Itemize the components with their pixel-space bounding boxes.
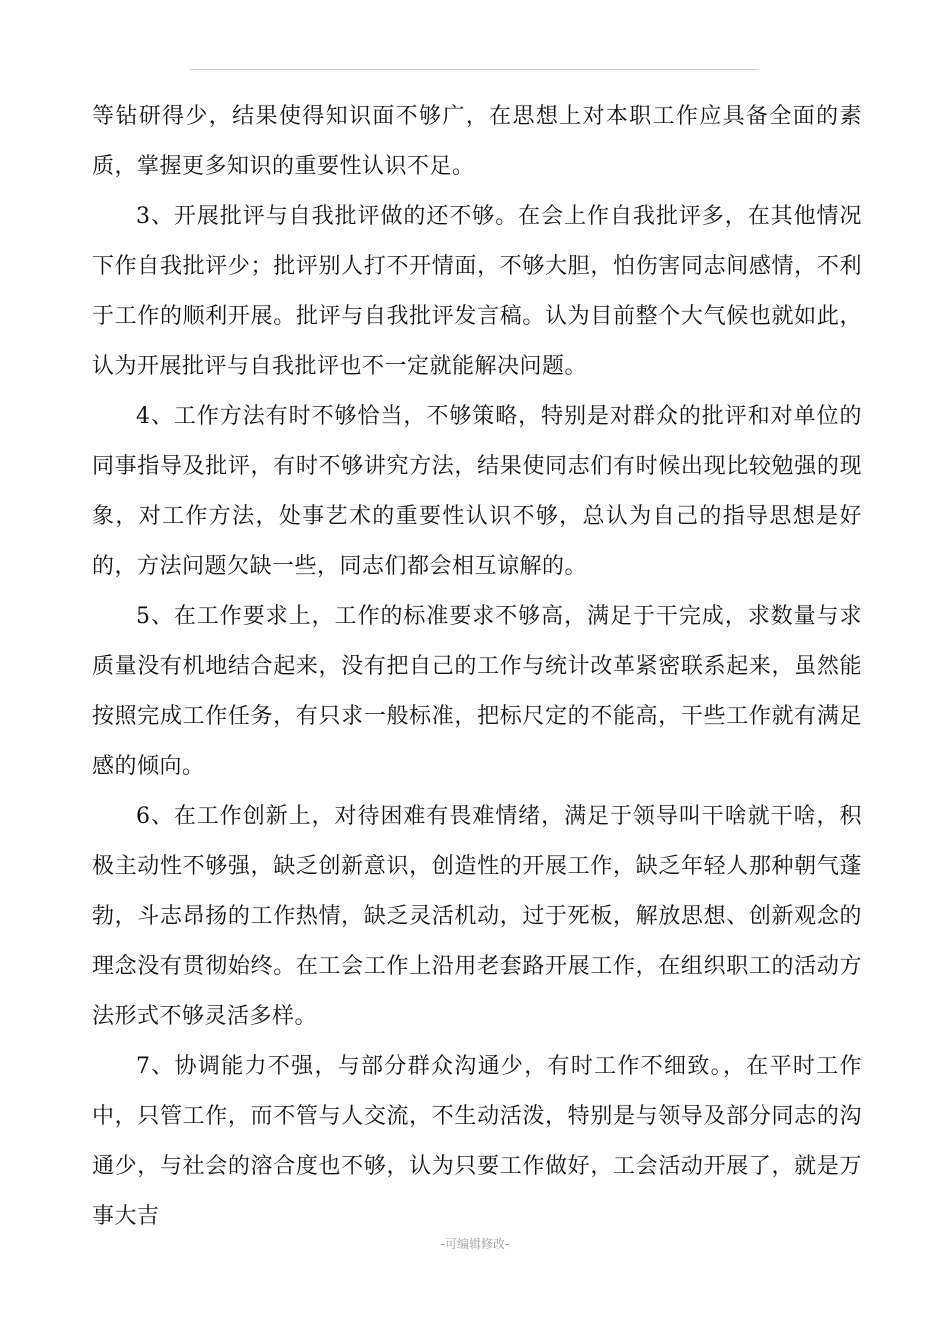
page-footer: -可编辑修改- (440, 1237, 510, 1251)
paragraph-item-5: 5、在工作要求上，工作的标准要求不够高，满足于干完成，求数量与求质量没有机地结合起来，没有把自己的工作与统计改革紧密联系起来，虽然能按照完成工作任务，有只求一般标准，把标尺定的不能高，干些工作就有满足感的倾向。 (92, 604, 862, 779)
paragraph-item-6: 6、在工作创新上，对待困难有畏难情绪，满足于领导叫干啥就干啥，积极主动性不够强，缺乏创新意识，创造性的开展工作，缺乏年轻人那种朝气蓬勃，斗志昂扬的工作热情，缺乏灵活机动，过于死板，解放思想、创新观念的理念没有贯彻始终。在工会工作上沿用老套路开展工作，在组织职工的活动方法形式不够灵活多样。 (92, 804, 862, 1029)
paragraph-continuation: 等钻研得少，结果使得知识面不够广，在思想上对本职工作应具备全面的素质，掌握更多知识的重要性认识不足。 (92, 104, 862, 179)
paragraph-item-7: 7、协调能力不强，与部分群众沟通少，有时工作不细致。，在平时工作中，只管工作，而不管与人交流，不生动活泼，特别是与领导及部分同志的沟通少，与社会的溶合度也不够，认为只要工作做好，工会活动开展了，就是万事大吉 (92, 1054, 862, 1229)
paragraph-item-3: 3、开展批评与自我批评做的还不够。在会上作自我批评多，在其他情况下作自我批评少；批评别人打不开情面，不够大胆，怕伤害同志间感情，不利于工作的顺利开展。批评与自我批评发言稿。认为目前整个大气候也就如此，认为开展批评与自我批评也不一定就能解决问题。 (92, 204, 862, 379)
paragraph-item-4: 4、工作方法有时不够恰当，不够策略，特别是对群众的批评和对单位的同事指导及批评，有时不够讲究方法，结果使同志们有时候出现比较勉强的现象，对工作方法，处事艺术的重要性认识不够，总认为自己的指导思想是好的，方法问题欠缺一些，同志们都会相互谅解的。 (92, 404, 862, 579)
header-divider (190, 69, 758, 70)
document-body (92, 92, 862, 1242)
